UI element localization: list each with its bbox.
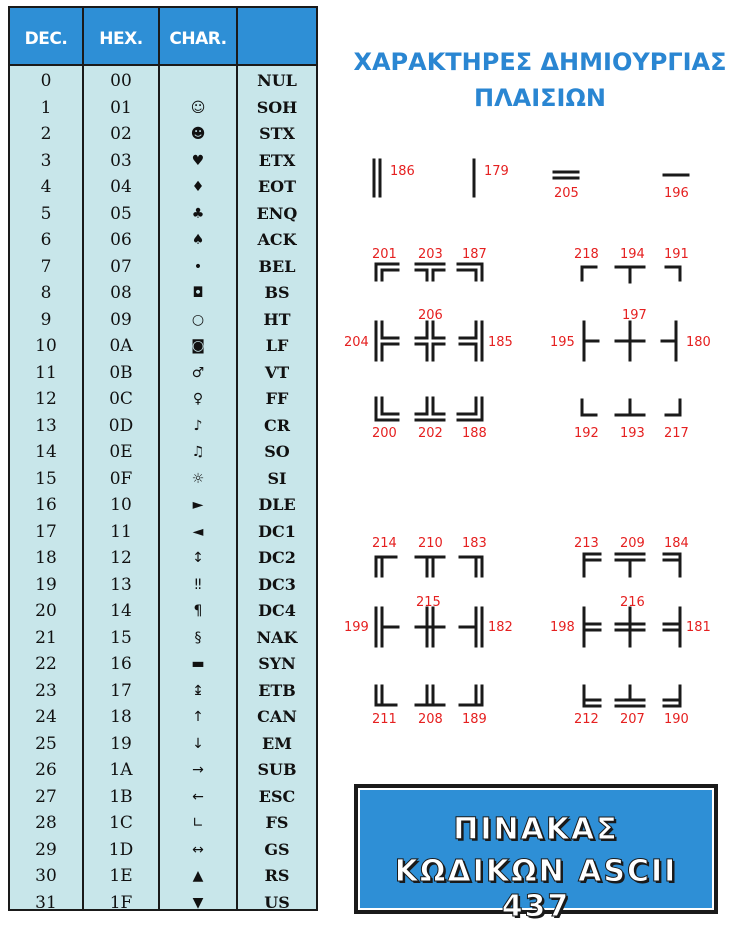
table-row (10, 439, 316, 466)
table-row (10, 280, 316, 307)
table-header (10, 8, 316, 66)
char-cell: ♦ (191, 179, 205, 195)
glyph-191 (666, 267, 680, 280)
name-cell: ACK (257, 230, 297, 249)
hex-cell: 16 (110, 654, 132, 674)
table-row (10, 227, 316, 254)
dec-cell: 24 (35, 707, 57, 727)
code-label: 193 (620, 426, 645, 441)
name-cell: DC1 (258, 521, 296, 541)
name-cell: ENQ (256, 203, 298, 223)
char-cell: ♂ (191, 364, 205, 381)
char-cell: ♣ (191, 205, 205, 222)
char-cell: ↓ (192, 735, 204, 752)
hex-cell: 18 (110, 707, 132, 727)
glyph-190 (664, 686, 680, 706)
code-label: 217 (664, 426, 689, 441)
code-label: 197 (622, 308, 647, 323)
table-row (10, 810, 316, 837)
dec-cell: 6 (40, 230, 52, 250)
hex-cell: 1F (109, 892, 133, 913)
glyph-194 (616, 267, 644, 282)
name-cell: DC4 (258, 601, 296, 620)
glyph-201 (376, 264, 398, 280)
table-row (10, 625, 316, 652)
table-row (10, 466, 316, 493)
hex-cell: 1E (109, 866, 133, 886)
name-cell: NAK (256, 627, 298, 647)
table-row (10, 174, 316, 201)
dec-cell: 20 (35, 601, 57, 621)
dec-cell: 9 (40, 309, 52, 330)
table-row (10, 784, 316, 811)
name-cell: SO (264, 442, 290, 461)
dec-cell: 28 (35, 813, 57, 833)
hex-cell: 15 (110, 627, 132, 648)
code-label: 202 (418, 426, 443, 441)
table-row (10, 386, 316, 413)
glyph-180 (662, 322, 676, 360)
char-cell: ○ (191, 311, 205, 328)
dec-cell: 0 (40, 71, 52, 91)
code-label: 204 (344, 335, 369, 350)
name-cell: US (264, 892, 290, 912)
char-cell: ♫ (191, 444, 205, 460)
dec-cell: 7 (40, 256, 52, 277)
dec-cell: 29 (35, 839, 57, 860)
code-label: 183 (462, 536, 487, 551)
code-label: 191 (664, 247, 689, 262)
char-cell: ► (192, 497, 204, 513)
dec-cell: 12 (35, 389, 57, 409)
glyph-187 (458, 264, 482, 280)
hex-cell: 09 (110, 309, 132, 330)
name-cell: SUB (257, 760, 297, 779)
hex-cell: 1A (109, 760, 133, 780)
hex-cell: 05 (110, 203, 132, 224)
table-row (10, 492, 316, 519)
code-label: 203 (418, 247, 443, 262)
box-chars-heading: ΧΑΡΑΚΤΗΡΕΣ ΔΗΜΙΟΥΡΓΙΑΣ (353, 48, 727, 76)
dec-cell: 31 (35, 892, 57, 913)
hex-cell: 06 (110, 230, 132, 250)
hex-cell: 1B (109, 786, 133, 807)
table-row (10, 413, 316, 440)
hex-cell: 03 (110, 150, 132, 171)
char-cell: ↕ (192, 550, 204, 566)
table-row (10, 121, 316, 148)
dec-cell: 23 (35, 680, 57, 701)
code-label: 190 (664, 712, 689, 727)
code-label: 216 (620, 595, 645, 610)
char-cell: ← (192, 788, 204, 805)
dec-cell: 26 (35, 760, 57, 780)
table-row (10, 572, 316, 599)
glyph-181 (664, 608, 680, 646)
hex-cell: 07 (110, 256, 132, 277)
code-label: 207 (620, 712, 645, 727)
glyph-215 (416, 608, 444, 646)
glyph-216 (616, 608, 644, 646)
code-label: 188 (462, 426, 487, 441)
glyph-210 (416, 557, 444, 576)
dec-cell: 19 (35, 574, 57, 595)
name-cell: BEL (258, 256, 296, 276)
dec-cell: 25 (35, 733, 57, 754)
glyph-199 (376, 608, 398, 646)
glyph-186-double-vertical (374, 160, 380, 196)
table-row (10, 148, 316, 175)
table-row (10, 68, 316, 95)
glyph-192 (582, 400, 596, 415)
code-label: 199 (344, 620, 369, 635)
code-label: 200 (372, 426, 397, 441)
name-cell: DLE (258, 495, 296, 514)
glyph-189 (460, 686, 482, 705)
code-label: 186 (390, 164, 415, 179)
char-cell: ▲ (192, 868, 204, 884)
code-label: 189 (462, 712, 487, 727)
dec-cell: 15 (35, 468, 57, 489)
table-row (10, 545, 316, 572)
code-label: 209 (620, 536, 645, 551)
dec-cell: 17 (35, 521, 57, 542)
hex-cell: 0E (109, 442, 133, 462)
box-chars-heading-line2: ΠΛΑΙΣΙΩΝ (474, 84, 606, 112)
table-row (10, 757, 316, 784)
dec-cell: 3 (40, 150, 52, 171)
table-row (10, 360, 316, 387)
glyph-207 (616, 686, 644, 706)
code-label: 211 (372, 712, 397, 727)
code-label: 206 (418, 308, 443, 323)
code-label: 212 (574, 712, 599, 727)
code-label: 208 (418, 712, 443, 727)
name-cell: GS (264, 839, 290, 859)
name-cell: ETB (258, 680, 296, 700)
char-cell: • (193, 258, 203, 275)
table-row (10, 598, 316, 625)
glyph-218 (582, 267, 596, 280)
name-cell: LF (265, 336, 289, 355)
glyph-185 (460, 322, 482, 360)
dec-cell: 4 (40, 177, 52, 197)
hex-cell: 10 (110, 495, 132, 515)
glyph-202 (416, 398, 444, 420)
name-cell: EM (262, 733, 292, 753)
code-label: 198 (550, 620, 575, 635)
name-cell: ETX (258, 150, 296, 170)
header-dec: DEC. (24, 29, 68, 49)
char-cell: ↔ (192, 841, 204, 858)
code-label: 195 (550, 335, 575, 350)
name-cell: BS (264, 283, 290, 302)
name-cell: SOH (256, 97, 298, 117)
glyph-203 (416, 264, 444, 280)
name-cell: SI (267, 468, 287, 488)
dec-cell: 21 (35, 627, 57, 648)
header-name (238, 8, 316, 64)
hex-cell: 0C (109, 389, 133, 409)
dec-cell: 10 (35, 336, 57, 356)
table-row (10, 731, 316, 758)
hex-cell: 00 (110, 71, 132, 91)
name-cell: CAN (257, 707, 297, 726)
table-row (10, 704, 316, 731)
code-label: 205 (554, 186, 579, 201)
glyph-184 (664, 554, 680, 576)
dec-cell: 2 (40, 124, 52, 144)
code-label: 218 (574, 247, 599, 262)
glyph-198 (584, 608, 600, 646)
char-cell: ♥ (191, 152, 205, 169)
glyph-205-double-horizontal (554, 172, 578, 178)
char-cell: ☻ (190, 126, 206, 142)
hex-cell: 11 (110, 521, 132, 542)
char-cell: ☼ (191, 470, 205, 487)
glyph-200 (376, 398, 398, 420)
name-cell: FS (265, 813, 289, 832)
char-cell: ♪ (193, 417, 203, 434)
name-cell: VT (264, 362, 290, 382)
char-cell: ◘ (192, 285, 204, 301)
dec-cell: 13 (35, 415, 57, 436)
header-char: CHAR. (169, 29, 227, 49)
char-cell: ¶ (193, 603, 203, 619)
char-cell: → (192, 762, 204, 778)
char-cell: ♀ (192, 391, 204, 407)
char-cell: ◙ (191, 338, 205, 354)
code-label: 187 (462, 247, 487, 262)
char-cell: ↨ (192, 682, 204, 699)
hex-cell: 04 (110, 177, 132, 197)
dec-cell: 18 (35, 548, 57, 568)
name-cell: DC3 (258, 574, 296, 594)
table-row (10, 333, 316, 360)
glyph-208 (416, 686, 444, 705)
name-cell: SYN (258, 654, 296, 673)
hex-cell: 0B (109, 362, 133, 383)
hex-cell: 1C (109, 813, 133, 833)
glyph-182 (460, 608, 482, 646)
char-cell: ∟ (192, 815, 204, 831)
glyph-206 (416, 322, 444, 360)
hex-cell: 0F (109, 468, 133, 489)
code-label: 185 (488, 335, 513, 350)
dec-cell: 5 (40, 203, 52, 224)
table-row (10, 519, 316, 546)
name-cell: EOT (257, 177, 297, 196)
hex-cell: 12 (110, 548, 132, 568)
dec-cell: 27 (35, 786, 57, 807)
char-cell: ♠ (191, 232, 205, 248)
name-cell: RS (264, 866, 290, 885)
glyph-212 (584, 686, 600, 706)
char-cell: ◄ (192, 523, 204, 540)
table-row (10, 254, 316, 281)
char-cell: ↑ (192, 709, 204, 725)
name-cell: FF (265, 389, 289, 408)
glyph-214 (376, 557, 396, 576)
char-cell: ▬ (191, 656, 205, 672)
code-label: 213 (574, 536, 599, 551)
table-row (10, 307, 316, 334)
name-cell: ESC (258, 786, 296, 806)
char-cell: ‼ (194, 576, 202, 593)
code-label: 214 (372, 536, 397, 551)
name-cell: CR (263, 415, 291, 435)
hex-cell: 0A (109, 336, 133, 356)
hex-cell: 14 (110, 601, 132, 621)
code-label: 180 (686, 335, 711, 350)
hex-cell: 01 (110, 97, 132, 118)
hex-cell: 0D (108, 415, 134, 436)
hex-cell: 08 (110, 283, 132, 303)
code-label: 215 (416, 595, 441, 610)
table-row (10, 201, 316, 228)
table-row (10, 863, 316, 890)
glyph-183 (460, 557, 482, 576)
dec-cell: 30 (35, 866, 57, 886)
table-row (10, 890, 316, 917)
glyph-195 (584, 322, 598, 360)
title-line-1: ΠΙΝΑΚΑΣ (453, 812, 619, 847)
glyph-188 (458, 398, 482, 420)
hex-cell: 13 (110, 574, 132, 595)
code-label: 201 (372, 247, 397, 262)
code-label: 192 (574, 426, 599, 441)
dec-cell: 14 (35, 442, 57, 462)
hex-cell: 1D (108, 839, 134, 860)
dec-cell: 22 (35, 654, 57, 674)
name-cell: DC2 (258, 548, 296, 567)
glyph-204 (376, 322, 398, 360)
char-cell: ▼ (192, 894, 204, 911)
name-cell: STX (259, 124, 295, 143)
glyph-217 (666, 400, 680, 415)
hex-cell: 17 (110, 680, 132, 701)
title-line-2: ΚΩΔΙΚΩΝ ASCII 437 (394, 854, 678, 924)
code-label: 210 (418, 536, 443, 551)
char-cell: ☺ (190, 99, 206, 116)
table-row (10, 95, 316, 122)
glyph-211 (376, 686, 396, 705)
char-cell (160, 68, 236, 95)
header-hex: HEX. (99, 29, 143, 49)
name-cell: HT (263, 309, 291, 329)
ascii-table (8, 6, 318, 911)
table-row (10, 837, 316, 864)
char-cell: § (194, 629, 202, 646)
code-label: 182 (488, 620, 513, 635)
table-row (10, 651, 316, 678)
hex-cell: 02 (110, 124, 132, 144)
glyph-213 (584, 554, 600, 576)
dec-cell: 16 (35, 495, 57, 515)
box-drawing-diagram (330, 130, 750, 750)
table-row (10, 678, 316, 705)
dec-cell: 1 (40, 97, 52, 118)
code-label: 196 (664, 186, 689, 201)
glyph-193 (616, 400, 644, 415)
title-box (354, 784, 718, 924)
code-label: 181 (686, 620, 711, 635)
glyph-209 (616, 554, 644, 576)
dec-cell: 11 (35, 362, 57, 383)
hex-cell: 19 (110, 733, 132, 754)
name-cell: NUL (257, 71, 297, 90)
glyph-197 (616, 322, 644, 360)
dec-cell: 8 (40, 283, 52, 303)
code-label: 179 (484, 164, 509, 179)
code-label: 194 (620, 247, 645, 262)
code-label: 184 (664, 536, 689, 551)
